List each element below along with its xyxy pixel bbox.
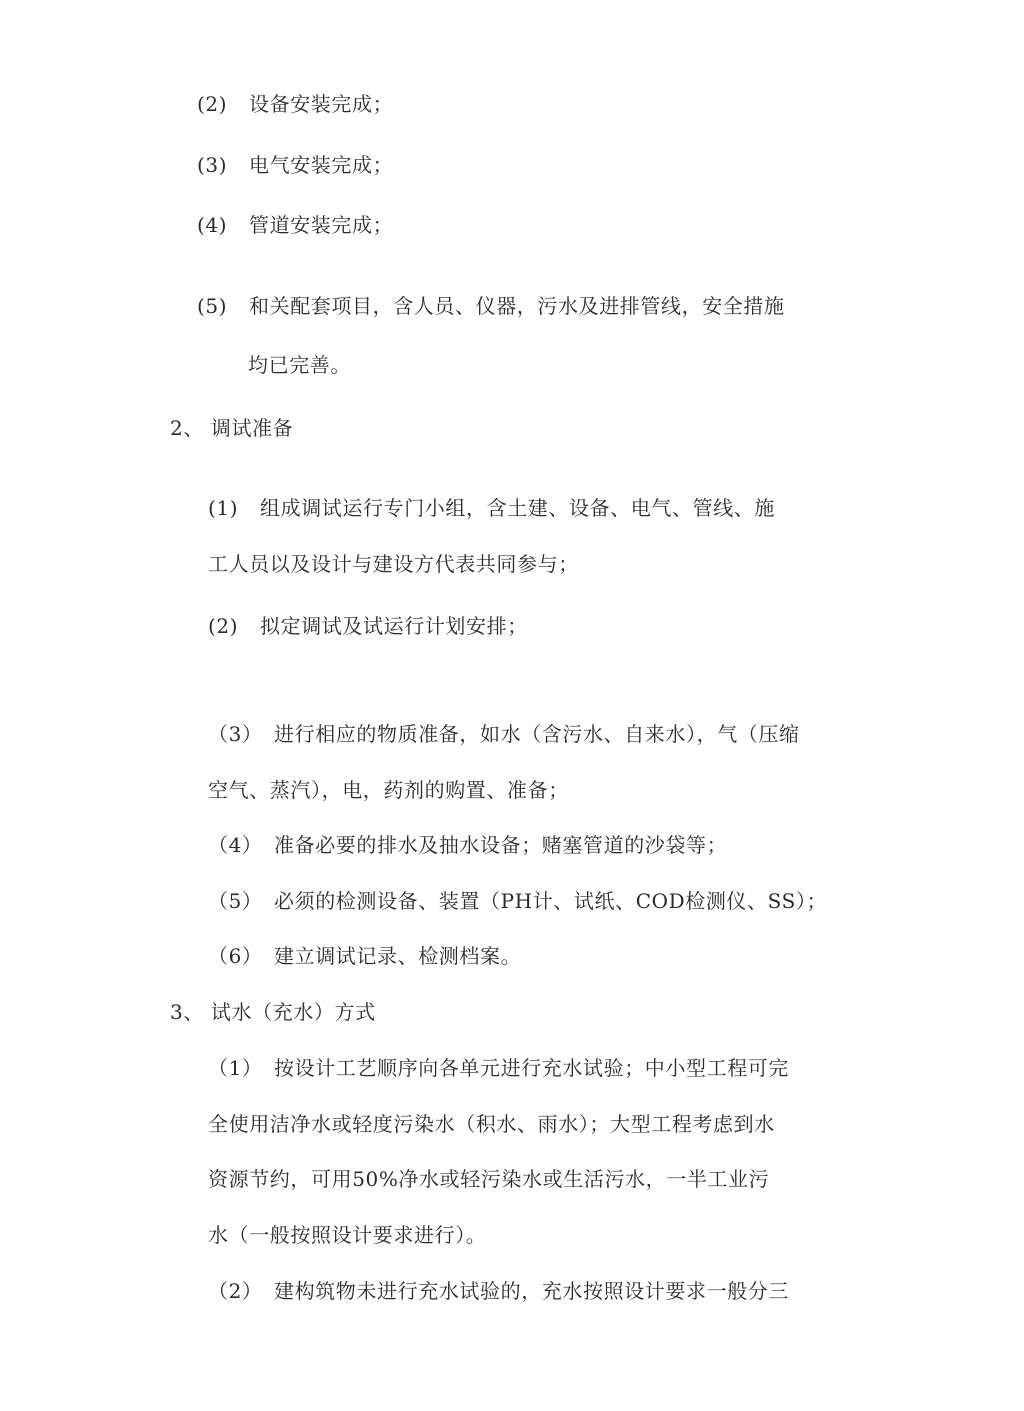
item-continuation: 工人员以及设计与建设方代表共同参与； — [208, 552, 579, 576]
item-number: (5) — [197, 294, 228, 318]
list-item — [197, 292, 785, 320]
item-text: 准备必要的排水及抽水设备；赌塞管道的沙袋等； — [274, 833, 728, 857]
section-heading: 3、 试水（充水）方式 — [170, 1000, 376, 1024]
item-text: 按设计工艺顺序向各单元进行充水试验；中小型工程可完 — [274, 1056, 789, 1080]
list-item — [208, 720, 800, 748]
item-text: 和关配套项目，含人员、仪器，污水及进排管线，安全措施 — [249, 294, 785, 318]
item-number: （3） — [208, 722, 263, 746]
item-text: 拟定调试及试运行计划安排； — [260, 614, 528, 638]
list-item — [208, 1277, 789, 1305]
item-continuation: 全使用洁净水或轻度污染水（积水、雨水）；大型工程考虑到水 — [208, 1112, 775, 1136]
item-number: （5） — [208, 889, 263, 913]
item-continuation: 资源节约，可用50%净水或轻污染水或生活污水，一半工业污 — [208, 1167, 770, 1191]
list-item — [197, 211, 393, 239]
item-text: 进行相应的物质准备，如水（含污水、自来水），气（压缩 — [274, 722, 800, 746]
list-item — [208, 887, 827, 915]
item-number: (2) — [208, 614, 239, 638]
item-number: （1） — [208, 1056, 263, 1080]
list-item — [208, 831, 727, 859]
item-number: (4) — [197, 213, 228, 237]
list-item — [208, 942, 521, 970]
item-number: （2） — [208, 1279, 263, 1303]
item-text: 必须的检测设备、装置（PH计、试纸、COD检测仪、SS）； — [274, 889, 828, 913]
item-continuation: 均已完善。 — [248, 353, 351, 377]
item-number: (2) — [197, 92, 228, 116]
item-text: 组成调试运行专门小组，含土建、设备、电气、管线、施 — [260, 496, 775, 520]
item-number: (3) — [197, 153, 228, 177]
item-text: 管道安装完成； — [249, 213, 394, 237]
item-text: 建构筑物未进行充水试验的，充水按照设计要求一般分三 — [274, 1279, 789, 1303]
item-continuation: 水（一般按照设计要求进行）。 — [208, 1223, 487, 1247]
item-number: （4） — [208, 833, 263, 857]
item-text: 建立调试记录、检测档案。 — [274, 944, 522, 968]
item-number: (1) — [208, 496, 239, 520]
item-text: 电气安装完成； — [249, 153, 394, 177]
item-text: 设备安装完成； — [249, 92, 394, 116]
list-item — [197, 90, 393, 118]
section-heading: 2、 调试准备 — [170, 416, 294, 440]
list-item — [208, 612, 528, 640]
list-item — [208, 1054, 789, 1082]
list-item — [208, 494, 775, 522]
item-continuation: 空气、蒸汽），电，药剂的购置、准备； — [208, 778, 569, 802]
list-item — [197, 151, 393, 179]
item-number: （6） — [208, 944, 263, 968]
